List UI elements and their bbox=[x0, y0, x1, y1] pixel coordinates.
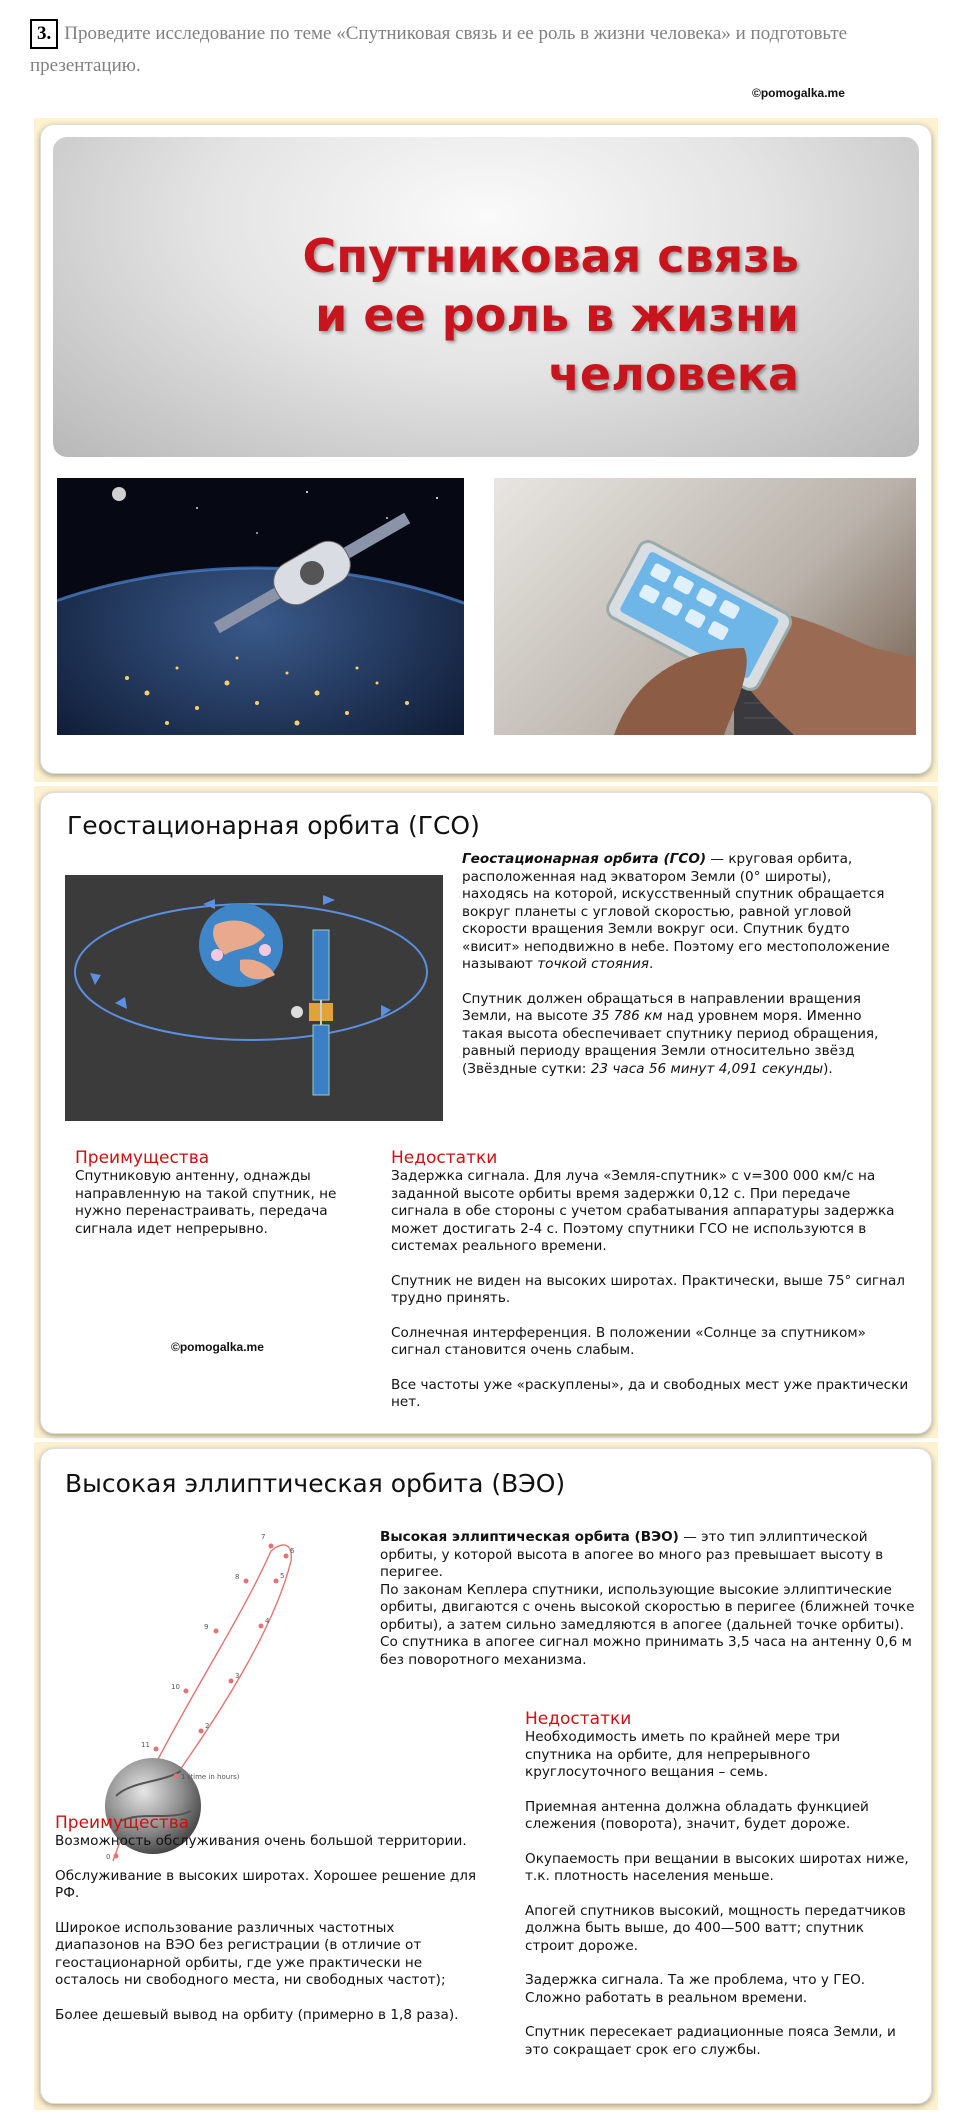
veo-definition: Высокая эллиптическая орбита (ВЭО) — это тип эллиптической орбиты, у которой высота в апогее во много раз превышает высоту в перигее. По законам Кеплера спутники, использующие высокие эллиптические орбиты, двигаются с очень высокой скоростью в перигее (ближней точке орбиты), а затем сильно замедляются в апогее (дальней точке орбиты). Со спутника в апогее сигнал можно принимать 3,5 часа на антенну 0,6 м без поворотного механизма. bbox=[380, 1529, 915, 1668]
phone-photo bbox=[494, 478, 916, 735]
svg-text:5: 5 bbox=[280, 1572, 285, 1580]
veo-disadvantages-title: Недостатки bbox=[525, 1709, 632, 1729]
list-item: Окупаемость при вещании в высоких широтах ниже, т.к. плотность населения меньше. bbox=[525, 1850, 909, 1884]
task-statement bbox=[30, 18, 940, 82]
orbit-arrow-icon bbox=[203, 899, 215, 909]
svg-text:7: 7 bbox=[261, 1533, 266, 1541]
veo-advantages-title: Преимущества bbox=[55, 1813, 190, 1833]
list-item: Возможность обслуживания очень большой территории. bbox=[55, 1833, 467, 1849]
watermark: ©pomogalka.me bbox=[752, 86, 845, 100]
list-item: Необходимость иметь по крайней мере три спутника на орбите, для непрерывного круглосуточного вещания – семь. bbox=[525, 1729, 841, 1780]
svg-text:6: 6 bbox=[290, 1547, 295, 1555]
svg-text:11: 11 bbox=[141, 1741, 150, 1749]
list-item: Солнечная интерференция. В положении «Солнце за спутником» сигнал становится очень слабым. bbox=[391, 1324, 866, 1358]
svg-text:10: 10 bbox=[171, 1683, 180, 1691]
gso-title: Геостационарная орбита (ГСО) bbox=[67, 811, 480, 840]
list-item: Широкое использование различных частотных диапазонов на ВЭО без регистрации (в отличие от геостационарной орбиты, где уже практически не осталось ни свободного места, ни свободных частот); bbox=[55, 1919, 446, 1988]
list-item: Апогей спутников высокий, мощность передатчиков должна быть выше, до 400—500 ватт; спутник строит дороже. bbox=[525, 1902, 906, 1954]
veo-advantages-list bbox=[55, 1833, 480, 2041]
list-item: Задержка сигнала. Та же проблема, что у ГЕО. Сложно работать в реальном времени. bbox=[525, 1972, 866, 2006]
task-number: 3. bbox=[30, 19, 58, 49]
list-item: Приемная антенна должна обладать функцией слежения (поворота), значит, будет дороже. bbox=[525, 1798, 869, 1832]
gso-disadvantages-title: Недостатки bbox=[391, 1148, 498, 1168]
list-item: Спутник не виден на высоких широтах. Практически, выше 75° сигнал трудно принять. bbox=[391, 1272, 905, 1306]
gso-advantages-text: Спутниковую антенну, однажды направленную на такой спутник, не нужно перенастраивать, передача сигнала идет непрерывно. bbox=[75, 1168, 337, 1237]
title-slide bbox=[40, 124, 932, 774]
list-item: Более дешевый вывод на орбиту (примерно в 1,8 раза). bbox=[55, 2006, 459, 2023]
title-banner bbox=[53, 137, 919, 457]
orbit-arrow-icon bbox=[90, 973, 101, 985]
satellite-photo bbox=[57, 478, 464, 735]
svg-text:8: 8 bbox=[235, 1573, 240, 1581]
svg-text:1 (time in hours): 1 (time in hours) bbox=[181, 1773, 240, 1781]
veo-slide bbox=[40, 1448, 932, 2104]
gso-definition: Геостационарная орбита (ГСО) — круговая орбита, расположенная над экватором Земли (0° широты), находясь на которой, искусственный спутник обращается вокруг планеты с угловой скоростью, равной угловой скорости вращения Земли вокруг оси. Спутник будто «висит» неподвижно в небе. Поэтому его местоположение называют точкой стояния. Спутник должен обращаться в направлении вращения Земли, на высоте 35 786 км над уровнем моря. Именно такая высота обеспечивает спутнику период обращения, равный периоду вращения Земли относительно звёзд (Звёздные сутки: 23 часа 56 минут 4,091 секунды). bbox=[462, 851, 890, 1077]
veo-title: Высокая эллиптическая орбита (ВЭО) bbox=[65, 1469, 566, 1498]
satellite-icon bbox=[291, 930, 333, 1095]
svg-text:3: 3 bbox=[235, 1672, 240, 1680]
list-item: Спутник пересекает радиационные пояса Земли, и это сокращает срок его службы. bbox=[525, 2024, 896, 2058]
svg-text:4: 4 bbox=[265, 1617, 270, 1625]
svg-text:0: 0 bbox=[106, 1853, 111, 1861]
slide-title: Спутниковая связь и ее роль в жизни человека bbox=[302, 229, 799, 401]
list-item: Задержка сигнала. Для луча «Земля-спутник» с v=300 000 км/с на заданной высоте орбиты время задержки 0,12 с. При передаче сигнала в обе стороны с учетом срабатывания аппаратуры задержка может достигать 2-4 с. Поэтому спутники ГСО не используются в системах реального времени. bbox=[391, 1168, 895, 1254]
gso-advantages-title: Преимущества bbox=[75, 1148, 210, 1168]
veo-disadvantages-list bbox=[525, 1729, 910, 2076]
watermark: ©pomogalka.me bbox=[171, 1340, 264, 1354]
list-item: Обслуживание в высоких широтах. Хорошее решение для РФ. bbox=[55, 1867, 477, 1901]
gso-diagram bbox=[65, 875, 443, 1121]
gso-disadvantages-list bbox=[391, 1168, 911, 1429]
gso-slide bbox=[40, 792, 932, 1434]
svg-text:9: 9 bbox=[204, 1623, 209, 1631]
list-item: Все частоты уже «раскуплены», да и свободных мест уже практически нет. bbox=[391, 1376, 909, 1410]
svg-text:2: 2 bbox=[205, 1722, 210, 1730]
task-text: Проведите исследование по теме «Спутниковая связь и ее роль в жизни человека» и подготовьте презентацию. bbox=[30, 23, 848, 76]
